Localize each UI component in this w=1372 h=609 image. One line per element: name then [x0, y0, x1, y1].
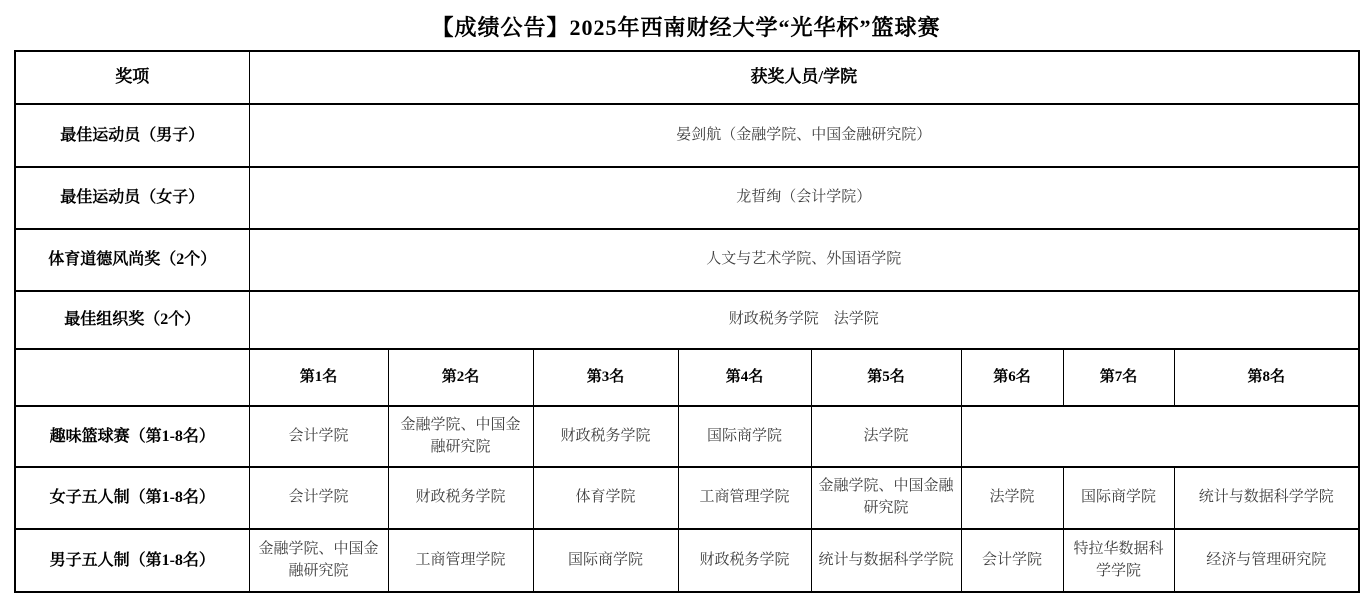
table-row-sportsmanship-award [15, 229, 1359, 291]
rank-cell-3: 国际商学院 [533, 529, 678, 592]
table-row-best-athlete-female [15, 167, 1359, 229]
rank-header-row [15, 349, 1359, 406]
rank-header-spacer [15, 349, 249, 406]
rank-header-5: 第5名 [811, 349, 961, 406]
rank-cell-8: 统计与数据科学学院 [1174, 467, 1359, 529]
rank-header-2: 第2名 [388, 349, 533, 406]
rank-cell-3: 财政税务学院 [533, 406, 678, 467]
table-row-fun-basketball [15, 406, 1359, 467]
rank-cell-2: 财政税务学院 [388, 467, 533, 529]
rank-header-6: 第6名 [961, 349, 1063, 406]
rank-cell-2: 工商管理学院 [388, 529, 533, 592]
rank-cell-4: 财政税务学院 [678, 529, 811, 592]
rank-cell-4: 工商管理学院 [678, 467, 811, 529]
row-label: 趣味篮球赛（第1-8名） [15, 406, 249, 467]
row-value: 晏剑航（金融学院、中国金融研究院） [249, 104, 1359, 167]
table-row-womens-five-a-side [15, 467, 1359, 529]
rank-cell-4: 国际商学院 [678, 406, 811, 467]
rank-cell-5: 统计与数据科学学院 [811, 529, 961, 592]
rank-cell-1: 金融学院、中国金融研究院 [249, 529, 388, 592]
rank-cell-1: 会计学院 [249, 406, 388, 467]
rank-cell-7: 特拉华数据科学学院 [1063, 529, 1174, 592]
row-value: 人文与艺术学院、外国语学院 [249, 229, 1359, 291]
row-label: 男子五人制（第1-8名） [15, 529, 249, 592]
rank-cell-6: 法学院 [961, 467, 1063, 529]
row-label: 体育道德风尚奖（2个） [15, 229, 249, 291]
table-row-best-organization-award [15, 291, 1359, 349]
rank-cell-5: 金融学院、中国金融研究院 [811, 467, 961, 529]
rank-cell-2: 金融学院、中国金融研究院 [388, 406, 533, 467]
rank-cell-6: 会计学院 [961, 529, 1063, 592]
rank-header-8: 第8名 [1174, 349, 1359, 406]
rank-cell-6-8-empty [961, 406, 1359, 467]
winners-column-header: 获奖人员/学院 [249, 51, 1359, 104]
row-value: 财政税务学院 法学院 [249, 291, 1359, 349]
results-table [14, 50, 1360, 593]
rank-header-7: 第7名 [1063, 349, 1174, 406]
rank-header-1: 第1名 [249, 349, 388, 406]
table-row-mens-five-a-side [15, 529, 1359, 592]
rank-cell-7: 国际商学院 [1063, 467, 1174, 529]
row-label: 最佳运动员（男子） [15, 104, 249, 167]
row-label: 女子五人制（第1-8名） [15, 467, 249, 529]
table-header-row [15, 51, 1359, 104]
rank-cell-3: 体育学院 [533, 467, 678, 529]
row-label: 最佳组织奖（2个） [15, 291, 249, 349]
page-title: 【成绩公告】2025年西南财经大学“光华杯”篮球赛 [431, 15, 941, 40]
table-row-best-athlete-male [15, 104, 1359, 167]
rank-header-3: 第3名 [533, 349, 678, 406]
rank-header-4: 第4名 [678, 349, 811, 406]
rank-cell-5: 法学院 [811, 406, 961, 467]
row-label: 最佳运动员（女子） [15, 167, 249, 229]
rank-cell-8: 经济与管理研究院 [1174, 529, 1359, 592]
award-column-header: 奖项 [15, 51, 249, 104]
rank-cell-1: 会计学院 [249, 467, 388, 529]
row-value: 龙晢绚（会计学院） [249, 167, 1359, 229]
